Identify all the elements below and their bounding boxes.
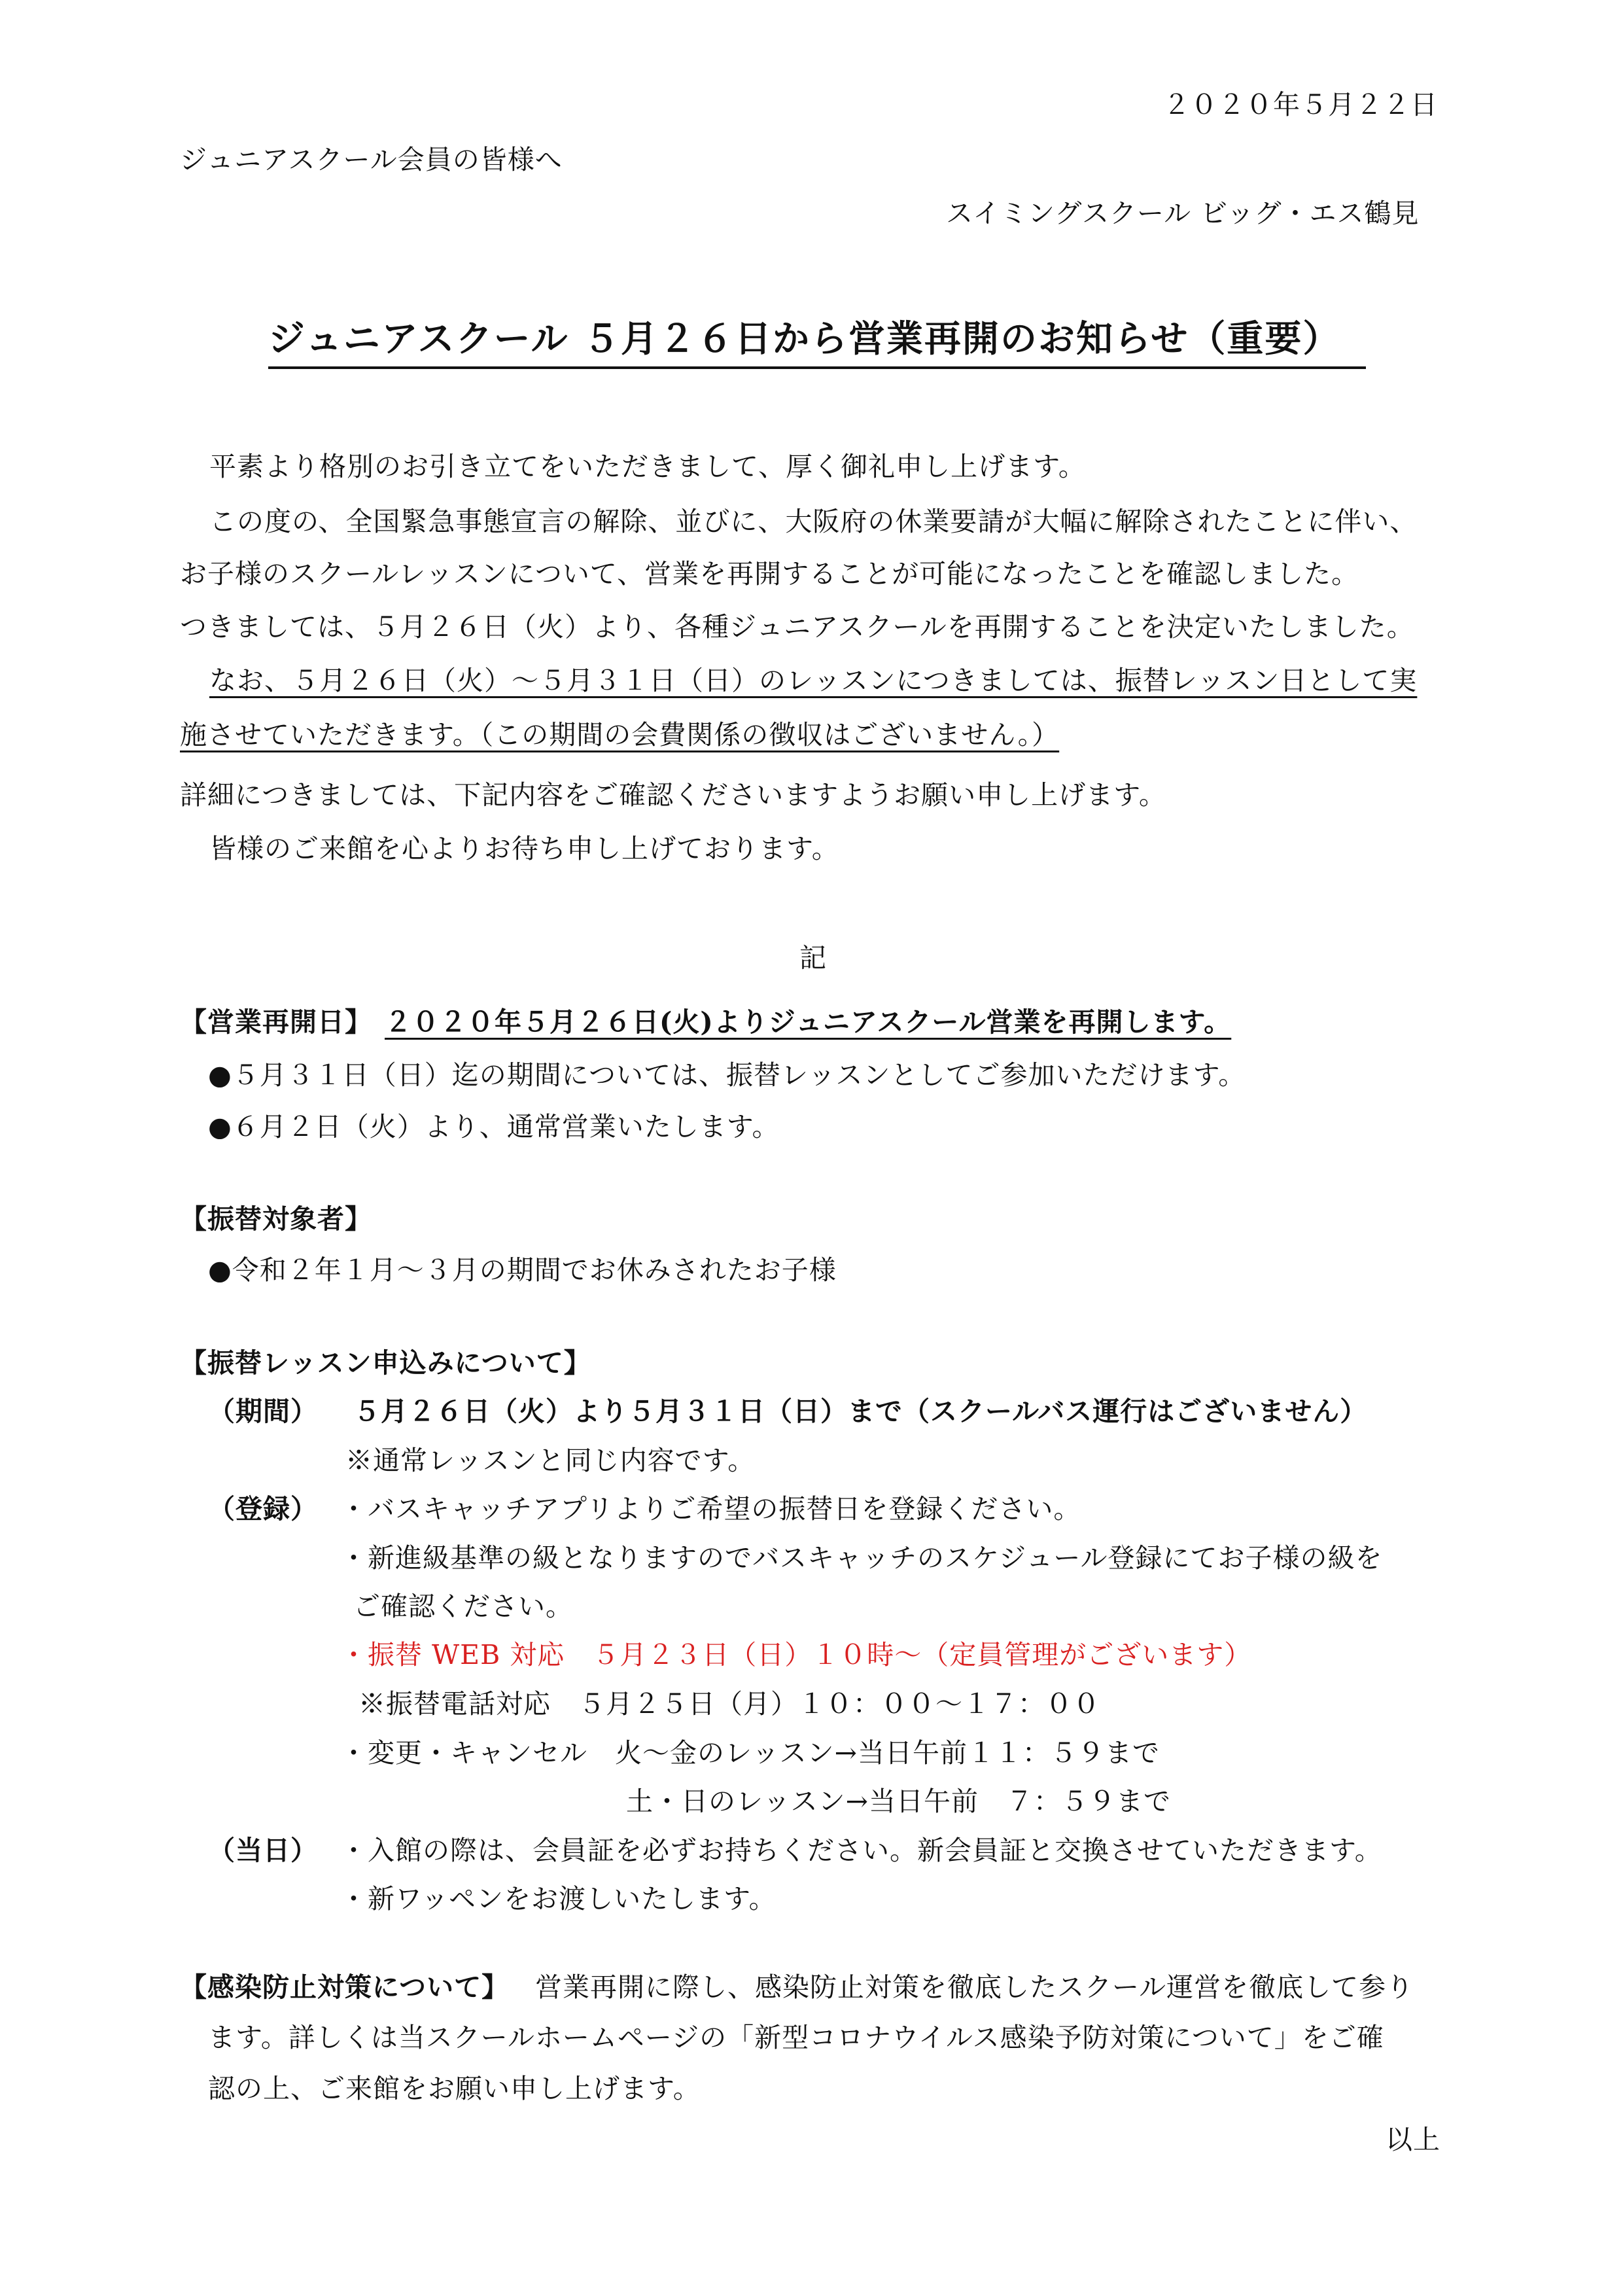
intro-paragraph-3: つきましては、５月２６日（火）より、各種ジュニアスクールを再開することを決定いたしました。 — [180, 611, 1414, 643]
register-item-cancel-weekday: ・変更・キャンセル 火～金のレッスン→当日午前１１：５９まで — [340, 1737, 1160, 1769]
register-label: （登録） — [208, 1493, 318, 1525]
intro-paragraph-2b: お子様のスクールレッスンについて、営業を再開することが可能になったことを確認しました。 — [180, 558, 1359, 590]
document-date: ２０２０年５月２２日 — [1163, 89, 1438, 120]
intro-paragraph-4a: なお、５月２６日（火）～５月３１日（日）のレッスンにつきましては、振替レッスン日として実 — [209, 665, 1418, 696]
title-underline — [268, 366, 1366, 369]
intro-paragraph-1: 平素より格別のお引き立てをいただきまして、厚く御礼申し上げます。 — [209, 451, 1086, 482]
application-label: 【振替レッスン申込みについて】 — [180, 1347, 591, 1379]
sender: スイミングスクール ビッグ・エス鶴見 — [946, 198, 1420, 229]
register-item-2a: ・新進級基準の級となりますのでバスキャッチのスケジュール登録にてお子様の級を — [340, 1542, 1383, 1574]
period-text: ５月２６日（火）より５月３１日（日）まで（スクールバス運行はございません） — [353, 1396, 1368, 1427]
register-item-phone: ※振替電話対応 ５月２５日（月）１０：００～１７：００ — [358, 1688, 1100, 1720]
register-item-1: ・バスキャッチアプリよりご希望の振替日を登録ください。 — [340, 1493, 1081, 1525]
reopen-date-text: ２０２０年５月２６日(火)よりジュニアスクール営業を再開します。 — [385, 1006, 1232, 1038]
day-item-1: ・入館の際は、会員証を必ずお持ちください。新会員証と交換させていただきます。 — [340, 1835, 1382, 1866]
infection-label: 【感染防止対策について】 — [180, 1971, 510, 2003]
reopen-bullet-2: ●６月２日（火）より、通常営業いたします。 — [208, 1111, 780, 1142]
closing: 以上 — [1386, 2124, 1440, 2155]
register-item-cancel-weekend: 土・日のレッスン→当日午前 ７：５９まで — [626, 1786, 1171, 1817]
reopen-bullet-1: ●５月３１日（日）迄の期間については、振替レッスンとしてご参加いただけます。 — [208, 1059, 1246, 1091]
recipient: ジュニアスクール会員の皆様へ — [180, 144, 563, 175]
day-label: （当日） — [208, 1835, 318, 1866]
intro-paragraph-2a: この度の、全国緊急事態宣言の解除、並びに、大阪府の休業要請が大幅に解除されたことに伴い、 — [209, 506, 1418, 537]
period-note: ※通常レッスンと同じ内容です。 — [345, 1445, 756, 1476]
infection-text-b: ます。詳しくは当スクールホームページの「新型コロナウイルス感染予防対策について」をご確 — [208, 2022, 1384, 2053]
infection-text-a: 営業再開に際し、感染防止対策を徹底したスクール運営を徹底して参り — [535, 1971, 1414, 2003]
register-item-2b: ご確認ください。 — [353, 1591, 573, 1622]
reopen-label: 【営業再開日】 — [180, 1006, 372, 1038]
page-title: ジュニアスクール ５月２６日から営業再開のお知らせ（重要） — [268, 317, 1341, 361]
day-item-2: ・新ワッペンをお渡しいたします。 — [340, 1883, 777, 1915]
infection-text-c: 認の上、ご来館をお願い申し上げます。 — [208, 2073, 701, 2104]
intro-paragraph-6: 皆様のご来館を心よりお待ち申し上げております。 — [209, 833, 839, 864]
period-label: （期間） — [208, 1396, 318, 1427]
target-label: 【振替対象者】 — [180, 1203, 372, 1235]
target-bullet: ●令和２年１月～３月の期間でお休みされたお子様 — [208, 1254, 837, 1286]
ki-heading: 記 — [799, 942, 827, 974]
register-item-web: ・振替 WEB 対応 ５月２３日（日）１０時～（定員管理がございます） — [340, 1639, 1252, 1670]
intro-paragraph-5: 詳細につきましては、下記内容をご確認くださいますようお願い申し上げます。 — [180, 779, 1166, 811]
intro-paragraph-4b: 施させていただきます。（この期間の会費関係の徴収はございません。） — [180, 719, 1060, 751]
